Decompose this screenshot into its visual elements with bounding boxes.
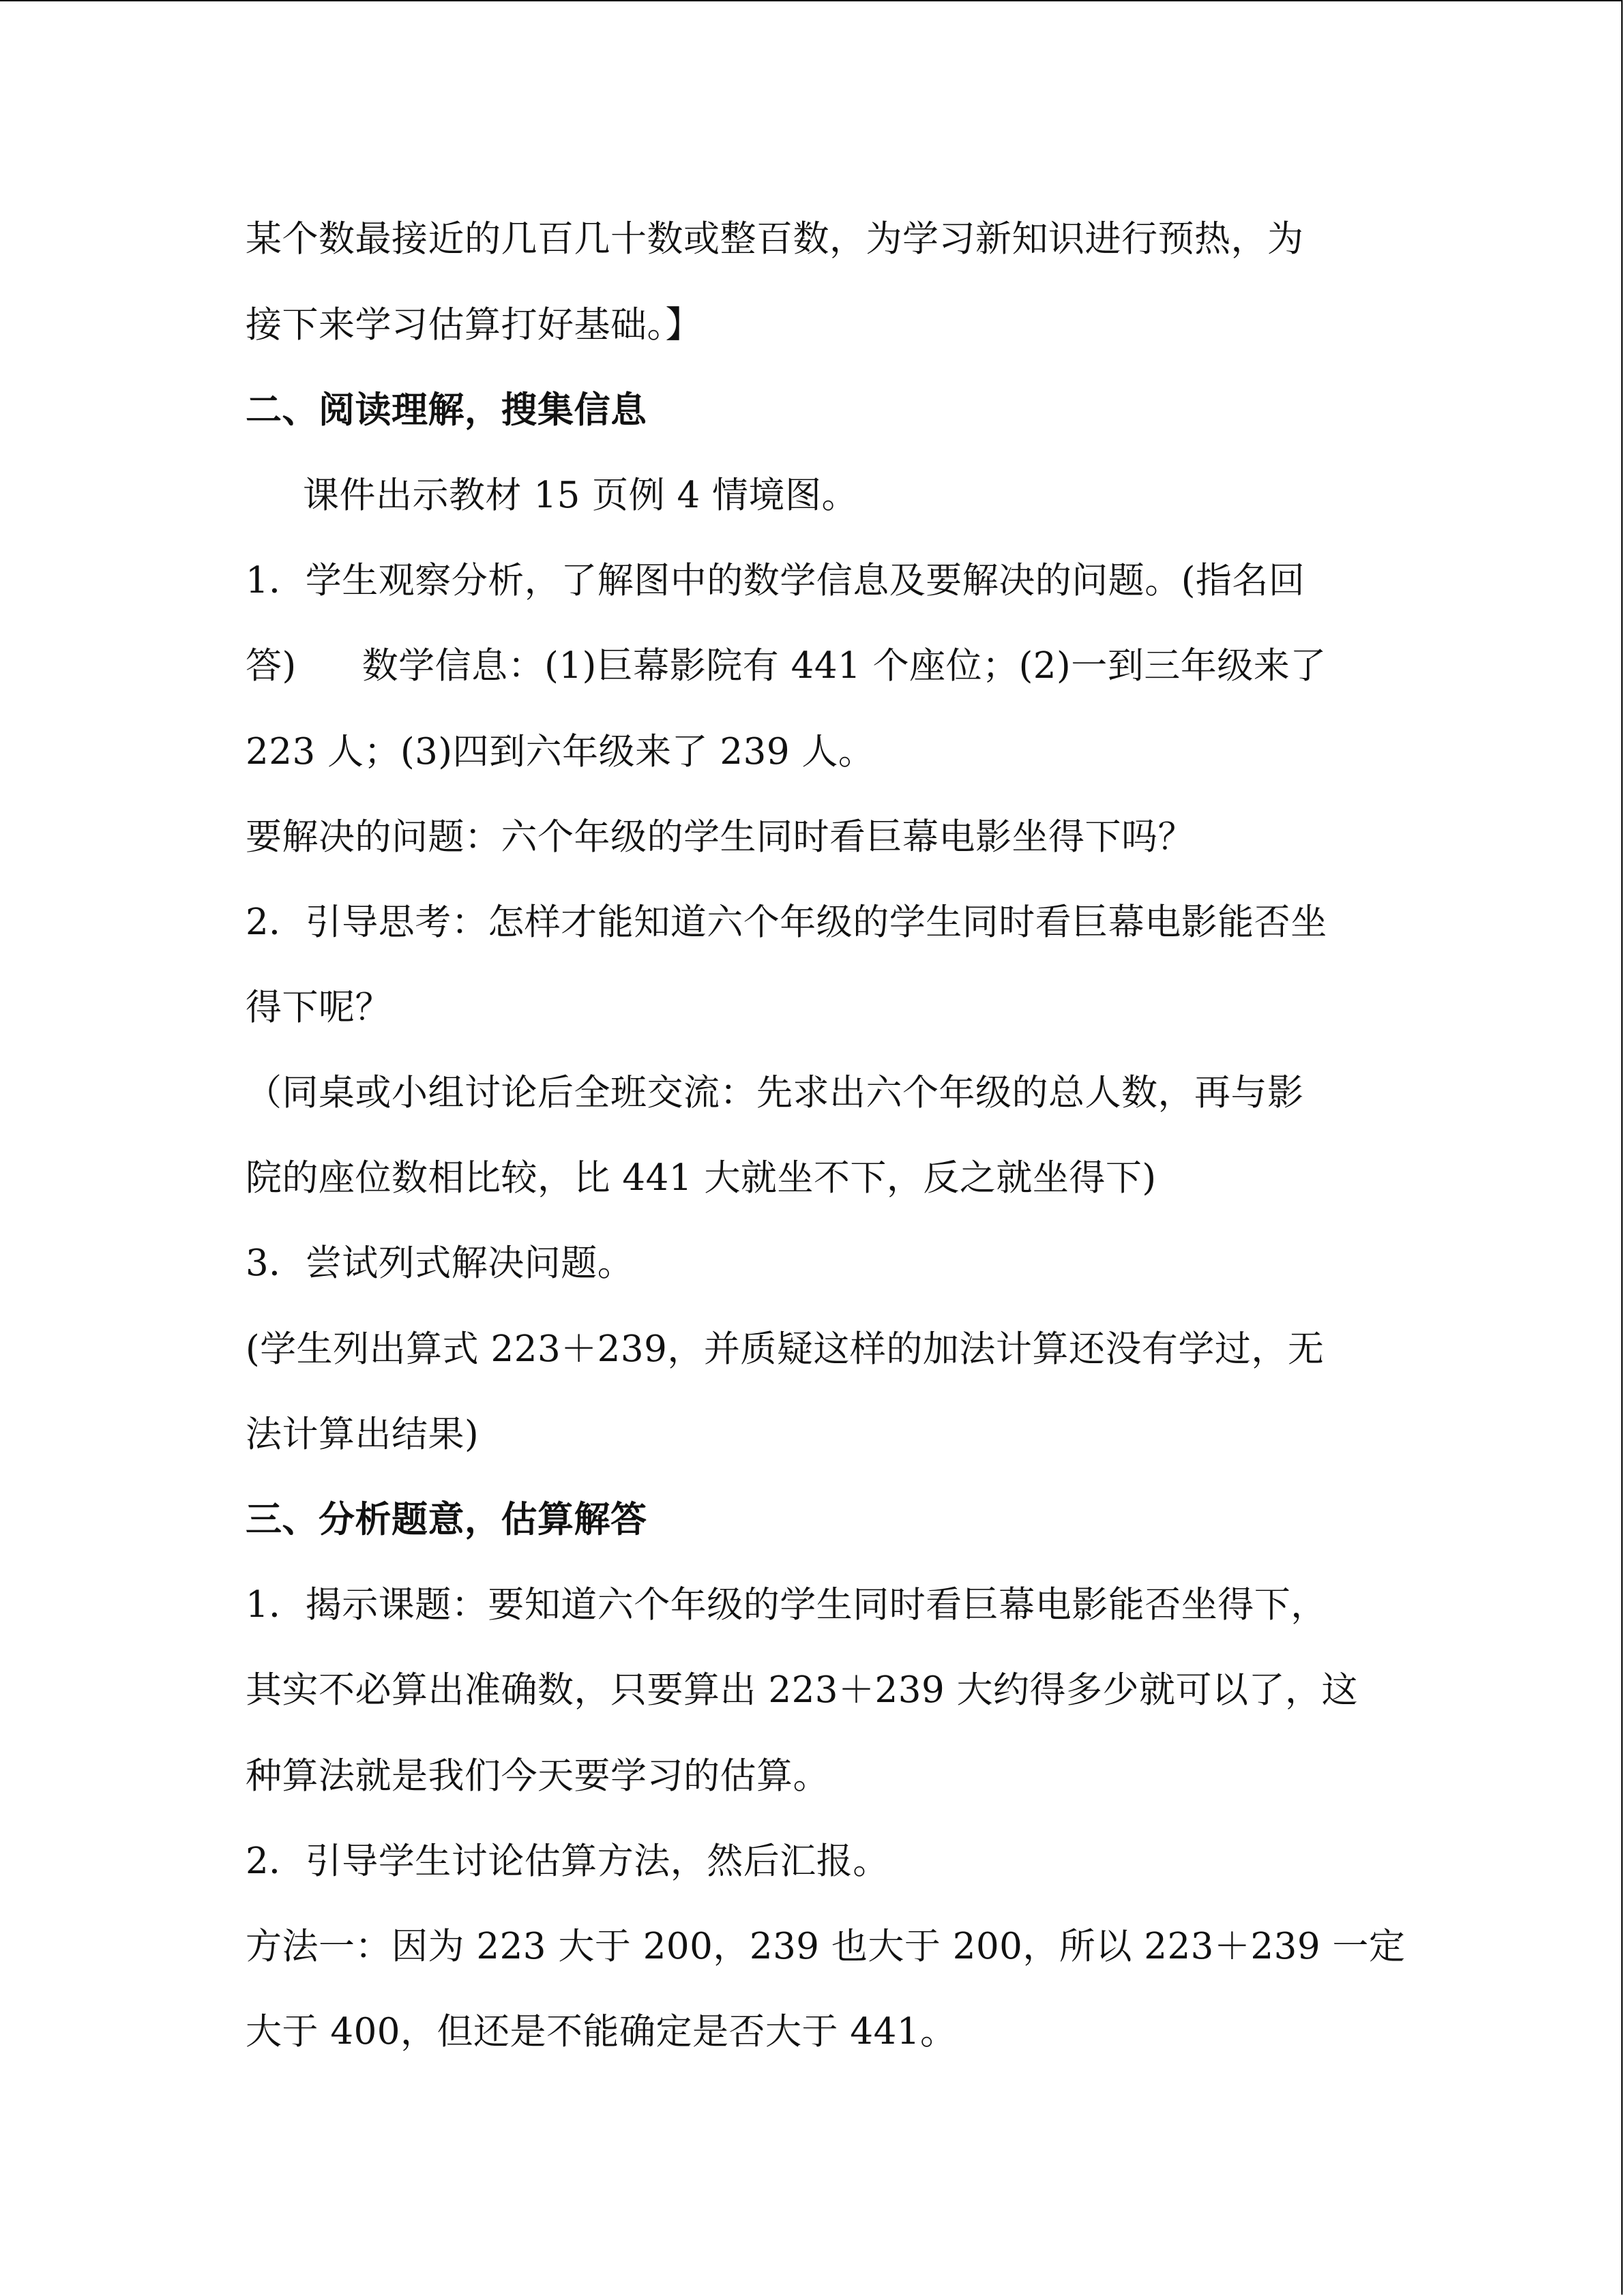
paragraph-line: 1．揭示课题：要知道六个年级的学生同时看巨幕电影能否坐得下， [246, 1584, 1327, 1626]
paragraph-line [246, 642, 1327, 690]
paragraph-line: 1．学生观察分析，了解图中的数学信息及要解决的问题。(指名回 [246, 560, 1305, 601]
paragraph-line: 接下来学习估算打好基础。】 [246, 304, 702, 346]
paragraph-line: 法计算出结果) [246, 1414, 479, 1455]
paragraph-line: 方法一：因为 223 大于 200，239 也大于 200，所以 223＋239 一定 [246, 1926, 1406, 1967]
paragraph-line: （同桌或小组讨论后全班交流：先求出六个年级的总人数，再与影 [246, 1072, 1304, 1114]
inline-text: 数学信息：(1)巨幕影院有 441 个座位；(2)一到三年级来了 [361, 645, 1327, 687]
paragraph-line: 2．引导学生讨论估算方法，然后汇报。 [246, 1840, 889, 1882]
paragraph-line: 课件出示教材 15 页例 4 情境图。 [303, 475, 859, 516]
paragraph-line: 其实不必算出准确数，只要算出 223＋239 大约得多少就可以了，这 [246, 1669, 1359, 1711]
paragraph-line: 要解决的问题：六个年级的学生同时看巨幕电影坐得下吗？ [246, 816, 1194, 858]
section-heading-3: 三、分析题意，估算解答 [246, 1499, 647, 1540]
inline-text: 答) [246, 645, 297, 687]
paragraph-line: 某个数最接近的几百几十数或整百数，为学习新知识进行预热，为 [246, 218, 1304, 260]
paragraph-line: 223 人；(3)四到六年级来了 239 人。 [246, 731, 875, 773]
paragraph-line: 院的座位数相比较，比 441 大就坐不下，反之就坐得下) [246, 1157, 1157, 1199]
paragraph-line: 大于 400，但还是不能确定是否大于 441。 [246, 2011, 957, 2053]
paragraph-line: 2．引导思考：怎样才能知道六个年级的学生同时看巨幕电影能否坐 [246, 901, 1327, 943]
section-heading-2: 二、阅读理解，搜集信息 [246, 389, 647, 431]
paragraph-line: (学生列出算式 223＋239，并质疑这样的加法计算还没有学过，无 [246, 1328, 1325, 1370]
paragraph-line: 3．尝试列式解决问题。 [246, 1242, 634, 1284]
paragraph-line: 种算法就是我们今天要学习的估算。 [246, 1755, 829, 1797]
paragraph-line: 得下呢？ [246, 987, 392, 1028]
